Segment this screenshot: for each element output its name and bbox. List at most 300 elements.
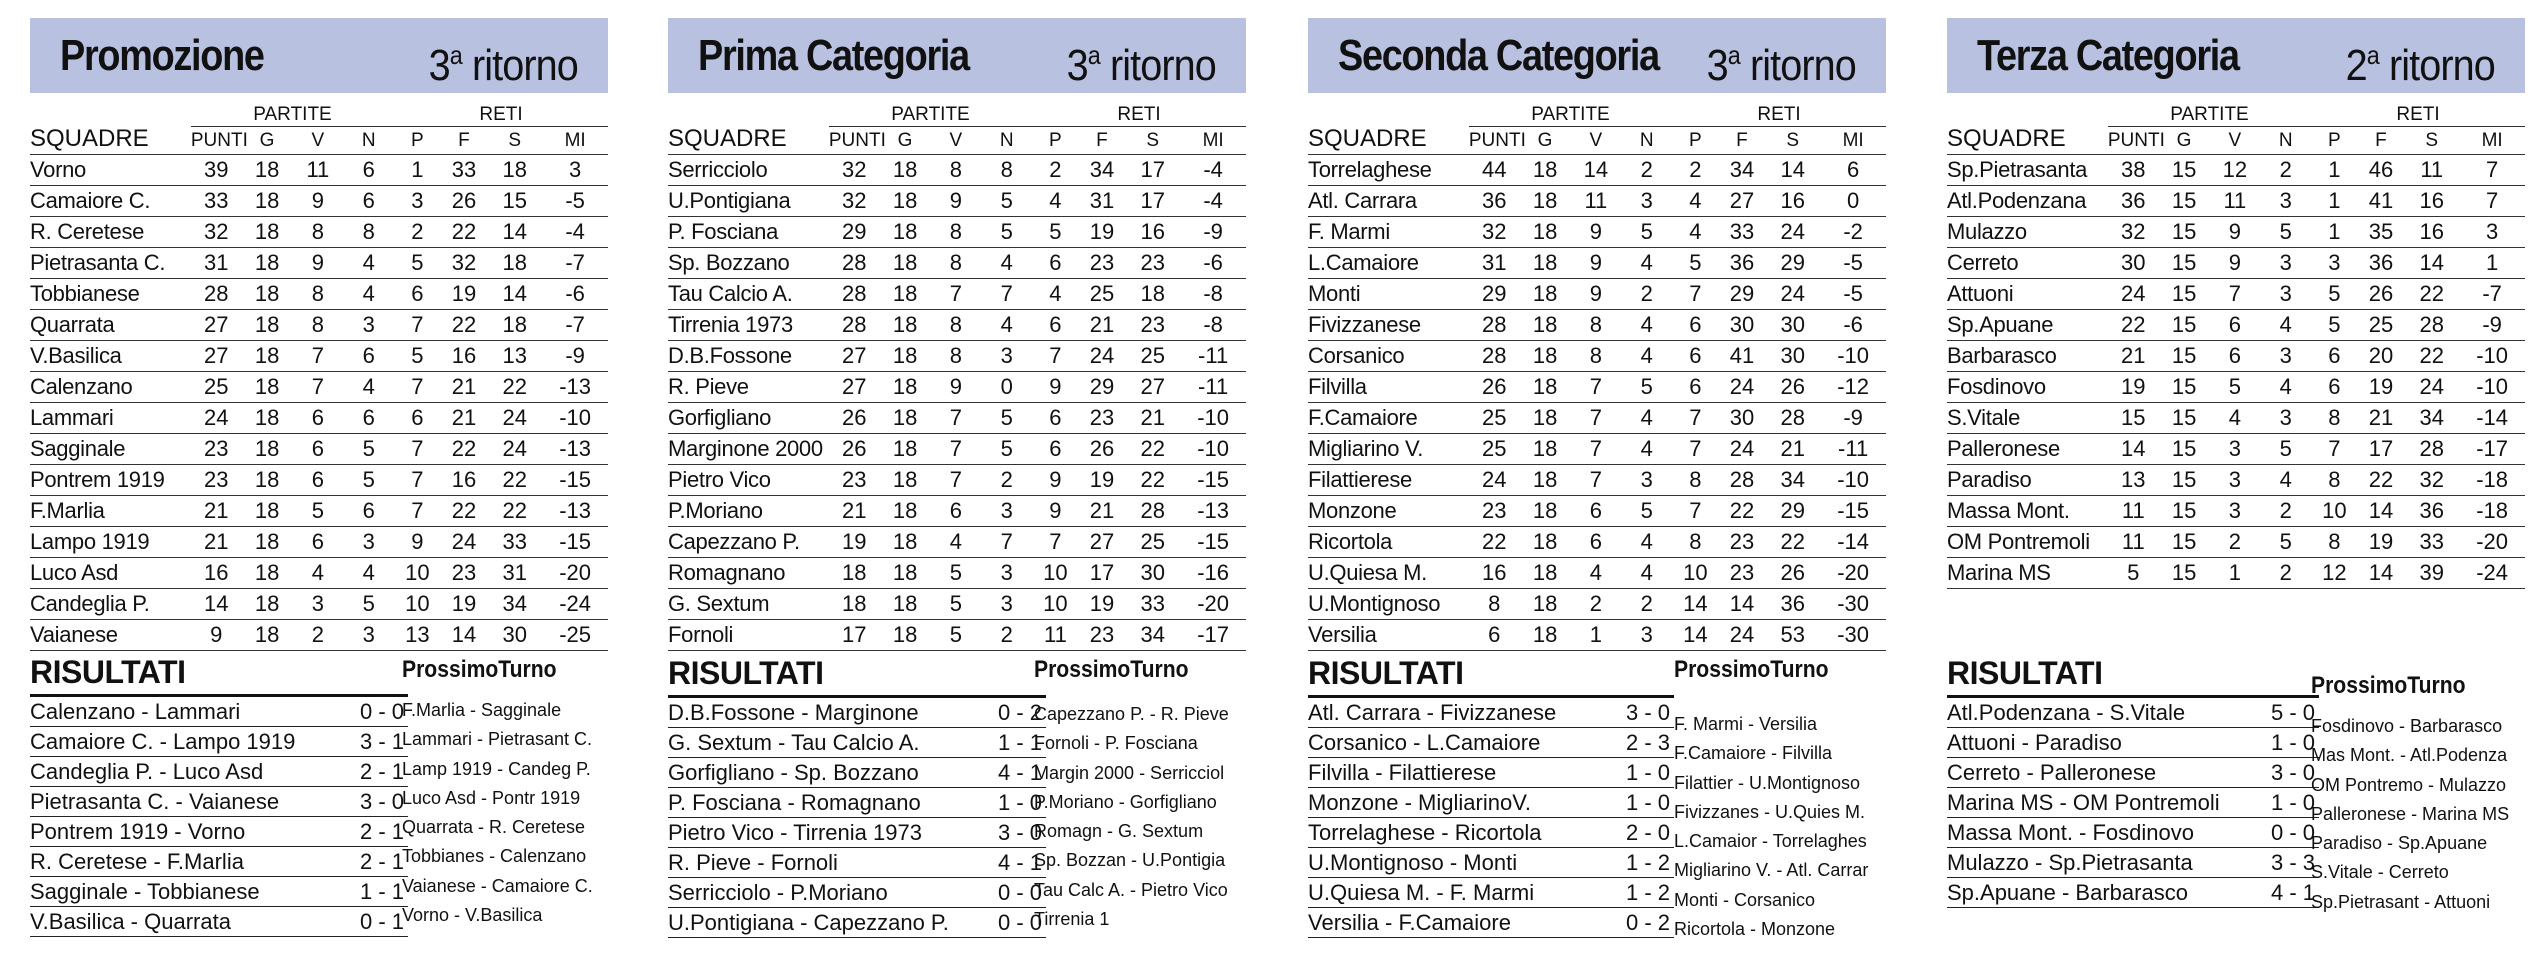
stat-g: 18 bbox=[242, 620, 293, 651]
stat-p: 6 bbox=[2311, 341, 2358, 372]
standings-row bbox=[1308, 527, 1886, 558]
col-header-v: V bbox=[292, 127, 343, 155]
stat-s: 30 bbox=[1765, 310, 1820, 341]
stat-mi: -12 bbox=[1820, 372, 1886, 403]
match-teams: Mulazzo - Sp.Pietrasanta bbox=[1947, 850, 2193, 875]
team-name: R. Ceretese bbox=[30, 217, 191, 248]
stat-mi: -6 bbox=[1820, 310, 1886, 341]
stat-v: 5 bbox=[930, 620, 981, 651]
match-teams: Versilia - F.Camaiore bbox=[1308, 910, 1511, 935]
stat-s: 16 bbox=[1765, 186, 1820, 217]
stat-f: 19 bbox=[1079, 217, 1126, 248]
stat-s: 13 bbox=[487, 341, 542, 372]
stat-v: 8 bbox=[292, 279, 343, 310]
stat-v: 4 bbox=[2209, 403, 2260, 434]
stat-p: 1 bbox=[2311, 155, 2358, 186]
stat-g: 18 bbox=[1520, 589, 1571, 620]
stat-p: 8 bbox=[2311, 465, 2358, 496]
stat-s: 26 bbox=[1765, 558, 1820, 589]
stat-f: 46 bbox=[2358, 155, 2405, 186]
stat-n: 3 bbox=[343, 527, 394, 558]
stat-f: 23 bbox=[1079, 620, 1126, 651]
league-title: Prima Categoria bbox=[698, 31, 969, 80]
team-name: Camaiore C. bbox=[30, 186, 191, 217]
stat-s: 25 bbox=[1125, 527, 1180, 558]
col-header-p: P bbox=[2311, 127, 2358, 155]
stat-v: 9 bbox=[292, 186, 343, 217]
match-teams: Pietrasanta C. - Vaianese bbox=[30, 789, 280, 814]
round-label bbox=[1067, 18, 1216, 103]
stat-mi: -7 bbox=[542, 310, 608, 341]
col-header-v: V bbox=[930, 127, 981, 155]
stat-s: 18 bbox=[1125, 279, 1180, 310]
standings-row bbox=[30, 372, 608, 403]
stat-punti: 28 bbox=[829, 248, 880, 279]
stat-s: 24 bbox=[1765, 217, 1820, 248]
stat-mi: -5 bbox=[1820, 279, 1886, 310]
stat-f: 22 bbox=[441, 434, 488, 465]
stat-mi: 3 bbox=[2459, 217, 2525, 248]
result-row bbox=[1308, 728, 1674, 758]
stat-punti: 25 bbox=[1469, 403, 1520, 434]
result-row bbox=[1308, 758, 1674, 788]
stat-s: 14 bbox=[1765, 155, 1820, 186]
stat-punti: 26 bbox=[1469, 372, 1520, 403]
match-teams: Pietro Vico - Tirrenia 1973 bbox=[668, 820, 922, 845]
league-title: Promozione bbox=[60, 31, 264, 80]
stat-v: 7 bbox=[292, 372, 343, 403]
stat-s: 11 bbox=[2404, 155, 2459, 186]
stat-f: 24 bbox=[1079, 341, 1126, 372]
next-match: Sp.Pietrasant - Attuoni bbox=[2311, 891, 2491, 912]
stat-v: 8 bbox=[1570, 310, 1621, 341]
stat-v: 7 bbox=[1570, 372, 1621, 403]
team-name: Ricortola bbox=[1308, 527, 1469, 558]
next-match: Tobbianes - Calenzano bbox=[402, 846, 587, 867]
stat-f: 26 bbox=[441, 186, 488, 217]
team-name: Cerreto bbox=[1947, 248, 2108, 279]
standings-row bbox=[1947, 434, 2525, 465]
stat-f: 21 bbox=[1079, 496, 1126, 527]
stat-n: 3 bbox=[1621, 465, 1672, 496]
next-round-list bbox=[1034, 700, 1229, 934]
col-header-squadre: SQUADRE bbox=[1308, 104, 1469, 155]
results-section bbox=[668, 651, 1046, 938]
team-name: Corsanico bbox=[1308, 341, 1469, 372]
stat-g: 18 bbox=[242, 496, 293, 527]
league-header bbox=[668, 18, 1246, 93]
stat-mi: -14 bbox=[1820, 527, 1886, 558]
league-title: Terza Categoria bbox=[1977, 31, 2239, 80]
stat-mi: -5 bbox=[1820, 248, 1886, 279]
stat-f: 16 bbox=[441, 465, 488, 496]
stat-mi: -25 bbox=[542, 620, 608, 651]
stat-f: 14 bbox=[441, 620, 488, 651]
stat-mi: 7 bbox=[2459, 186, 2525, 217]
stat-s: 21 bbox=[1765, 434, 1820, 465]
stat-punti: 32 bbox=[191, 217, 242, 248]
stat-g: 18 bbox=[1520, 527, 1571, 558]
stat-n: 4 bbox=[2260, 372, 2311, 403]
team-name: Filattierese bbox=[1308, 465, 1469, 496]
standings-row bbox=[668, 558, 1246, 589]
match-score: 0 - 2 bbox=[1625, 910, 1670, 935]
stat-punti: 36 bbox=[2108, 186, 2159, 217]
stat-punti: 27 bbox=[191, 310, 242, 341]
stat-punti: 26 bbox=[829, 403, 880, 434]
match-teams: Pontrem 1919 - Vorno bbox=[30, 819, 246, 844]
stat-n: 3 bbox=[2260, 403, 2311, 434]
stat-g: 18 bbox=[1520, 186, 1571, 217]
stat-f: 17 bbox=[2358, 434, 2405, 465]
team-name: Serricciolo bbox=[668, 155, 829, 186]
stat-mi: -10 bbox=[1820, 465, 1886, 496]
stat-v: 7 bbox=[2209, 279, 2260, 310]
result-row bbox=[30, 787, 408, 817]
stat-punti: 23 bbox=[191, 434, 242, 465]
stat-g: 15 bbox=[2159, 341, 2210, 372]
stat-f: 22 bbox=[2358, 465, 2405, 496]
stat-p: 4 bbox=[1672, 186, 1719, 217]
standings-row bbox=[1308, 620, 1886, 651]
results-section bbox=[30, 650, 408, 937]
standings-row bbox=[1947, 279, 2525, 310]
stat-punti: 13 bbox=[2108, 465, 2159, 496]
stat-p: 8 bbox=[2311, 527, 2358, 558]
stat-v: 5 bbox=[930, 589, 981, 620]
standings-row bbox=[1308, 217, 1886, 248]
round-word: ritorno bbox=[472, 41, 578, 90]
team-name: F. Marmi bbox=[1308, 217, 1469, 248]
stat-s: 16 bbox=[1125, 217, 1180, 248]
standings-row bbox=[30, 496, 608, 527]
standings-row bbox=[30, 310, 608, 341]
result-row bbox=[1308, 878, 1674, 908]
results-section bbox=[1308, 651, 1674, 938]
stat-f: 33 bbox=[1719, 217, 1766, 248]
next-match: Paradiso - Sp.Apuane bbox=[2311, 833, 2488, 854]
match-teams: Atl. Carrara - Fivizzanese bbox=[1308, 700, 1557, 725]
stat-s: 28 bbox=[2404, 310, 2459, 341]
stat-g: 15 bbox=[2159, 372, 2210, 403]
stat-n: 4 bbox=[2260, 465, 2311, 496]
stat-p: 10 bbox=[394, 558, 441, 589]
stat-punti: 11 bbox=[2108, 496, 2159, 527]
result-row bbox=[30, 847, 408, 877]
standings-row bbox=[668, 620, 1246, 651]
stat-p: 6 bbox=[2311, 372, 2358, 403]
col-header-mi: MI bbox=[542, 127, 608, 155]
stat-g: 18 bbox=[1520, 155, 1571, 186]
stat-mi: -24 bbox=[2459, 558, 2525, 589]
stat-s: 14 bbox=[2404, 248, 2459, 279]
next-match: OM Pontremo - Mulazzo bbox=[2311, 774, 2507, 795]
stat-punti: 24 bbox=[2108, 279, 2159, 310]
col-group-reti: RETI bbox=[394, 104, 608, 127]
stat-v: 7 bbox=[1570, 434, 1621, 465]
standings-row bbox=[668, 372, 1246, 403]
stat-f: 27 bbox=[1719, 186, 1766, 217]
result-row bbox=[668, 788, 1046, 818]
stat-n: 4 bbox=[1621, 558, 1672, 589]
stat-mi: 1 bbox=[2459, 248, 2525, 279]
stat-g: 15 bbox=[2159, 496, 2210, 527]
stat-punti: 27 bbox=[829, 372, 880, 403]
stat-v: 9 bbox=[1570, 279, 1621, 310]
stat-s: 18 bbox=[487, 310, 542, 341]
stat-g: 15 bbox=[2159, 403, 2210, 434]
standings-row bbox=[1947, 217, 2525, 248]
stat-punti: 28 bbox=[1469, 341, 1520, 372]
stat-v: 12 bbox=[2209, 155, 2260, 186]
stat-v: 9 bbox=[2209, 248, 2260, 279]
stat-p: 7 bbox=[394, 496, 441, 527]
stat-n: 3 bbox=[981, 341, 1032, 372]
team-name: Fivizzanese bbox=[1308, 310, 1469, 341]
team-name: R. Pieve bbox=[668, 372, 829, 403]
team-name: Capezzano P. bbox=[668, 527, 829, 558]
stat-s: 36 bbox=[2404, 496, 2459, 527]
stat-n: 5 bbox=[2260, 527, 2311, 558]
stat-s: 28 bbox=[1765, 403, 1820, 434]
next-match: F. Marmi - Versilia bbox=[1674, 714, 1818, 734]
match-teams: Filvilla - Filattierese bbox=[1308, 760, 1497, 785]
next-round-title: ProssimoTurno bbox=[1674, 656, 1829, 683]
standings-row bbox=[668, 434, 1246, 465]
stat-s: 22 bbox=[2404, 279, 2459, 310]
match-score: 4 - 1 bbox=[997, 760, 1042, 785]
col-header-p: P bbox=[1032, 127, 1079, 155]
stat-mi: -13 bbox=[542, 496, 608, 527]
stat-punti: 44 bbox=[1469, 155, 1520, 186]
stat-p: 8 bbox=[1672, 465, 1719, 496]
stat-v: 6 bbox=[292, 434, 343, 465]
stat-v: 1 bbox=[2209, 558, 2260, 589]
standings-row bbox=[1308, 279, 1886, 310]
col-header-mi: MI bbox=[1820, 127, 1886, 155]
team-name: Atl. Carrara bbox=[1308, 186, 1469, 217]
match-teams: Marina MS - OM Pontremoli bbox=[1947, 790, 2220, 815]
stat-mi: -10 bbox=[2459, 341, 2525, 372]
stat-punti: 21 bbox=[829, 496, 880, 527]
result-row bbox=[668, 728, 1046, 758]
stat-s: 30 bbox=[1125, 558, 1180, 589]
next-round-title: ProssimoTurno bbox=[1034, 656, 1189, 683]
stat-v: 8 bbox=[1570, 341, 1621, 372]
stat-g: 18 bbox=[880, 403, 931, 434]
next-round-list bbox=[2311, 712, 2509, 917]
stat-f: 22 bbox=[441, 496, 488, 527]
stat-g: 18 bbox=[880, 527, 931, 558]
stat-punti: 18 bbox=[829, 589, 880, 620]
stat-g: 18 bbox=[1520, 620, 1571, 651]
stat-f: 19 bbox=[441, 279, 488, 310]
stat-p: 9 bbox=[1032, 465, 1079, 496]
stat-f: 26 bbox=[2358, 279, 2405, 310]
stat-s: 30 bbox=[487, 620, 542, 651]
group-header-row bbox=[1947, 104, 2525, 127]
stat-mi: -17 bbox=[1180, 620, 1246, 651]
round-number: 2 bbox=[2345, 41, 2367, 90]
stat-g: 18 bbox=[880, 155, 931, 186]
stat-g: 18 bbox=[242, 434, 293, 465]
stat-s: 24 bbox=[487, 403, 542, 434]
stat-s: 18 bbox=[487, 155, 542, 186]
col-header-f: F bbox=[2358, 127, 2405, 155]
stat-f: 33 bbox=[441, 155, 488, 186]
stat-f: 21 bbox=[2358, 403, 2405, 434]
stat-p: 8 bbox=[1672, 527, 1719, 558]
standings-row bbox=[1947, 527, 2525, 558]
team-name: Monti bbox=[1308, 279, 1469, 310]
stat-f: 34 bbox=[1079, 155, 1126, 186]
next-match: Filattier - U.Montignoso bbox=[1674, 772, 1861, 793]
stat-p: 7 bbox=[1672, 434, 1719, 465]
stat-f: 28 bbox=[1719, 465, 1766, 496]
stat-f: 41 bbox=[1719, 341, 1766, 372]
match-teams: P. Fosciana - Romagnano bbox=[668, 790, 921, 815]
match-teams: U.Pontigiana - Capezzano P. bbox=[668, 910, 949, 935]
stat-punti: 32 bbox=[1469, 217, 1520, 248]
result-row bbox=[668, 818, 1046, 848]
result-row bbox=[1308, 908, 1674, 938]
stat-n: 4 bbox=[343, 372, 394, 403]
standings-row bbox=[1947, 465, 2525, 496]
stat-p: 2 bbox=[1672, 155, 1719, 186]
result-row bbox=[1947, 758, 2319, 788]
team-name: Atl.Podenzana bbox=[1947, 186, 2108, 217]
stat-p: 7 bbox=[394, 310, 441, 341]
standings-row bbox=[1308, 341, 1886, 372]
stat-n: 4 bbox=[981, 248, 1032, 279]
stat-mi: -14 bbox=[2459, 403, 2525, 434]
stat-punti: 38 bbox=[2108, 155, 2159, 186]
round-ordinal: a bbox=[2366, 40, 2379, 70]
stat-p: 1 bbox=[2311, 217, 2358, 248]
standings-row bbox=[30, 589, 608, 620]
team-name: Tobbianese bbox=[30, 279, 191, 310]
stat-n: 5 bbox=[1621, 372, 1672, 403]
stat-v: 11 bbox=[2209, 186, 2260, 217]
next-round-section bbox=[1034, 652, 1229, 934]
stat-v: 5 bbox=[2209, 372, 2260, 403]
stat-mi: -30 bbox=[1820, 589, 1886, 620]
team-name: Palleronese bbox=[1947, 434, 2108, 465]
stat-mi: -11 bbox=[1820, 434, 1886, 465]
round-number: 3 bbox=[428, 41, 450, 90]
next-round-section bbox=[2311, 668, 2509, 917]
standings-row bbox=[1308, 372, 1886, 403]
result-row bbox=[1308, 848, 1674, 878]
stat-g: 18 bbox=[880, 589, 931, 620]
stat-p: 2 bbox=[394, 217, 441, 248]
match-teams: Gorfigliano - Sp. Bozzano bbox=[668, 760, 919, 785]
stat-punti: 16 bbox=[1469, 558, 1520, 589]
league-panel bbox=[668, 18, 1246, 966]
stat-punti: 26 bbox=[829, 434, 880, 465]
stat-g: 18 bbox=[242, 155, 293, 186]
stat-s: 33 bbox=[2404, 527, 2459, 558]
match-score: 1 - 0 bbox=[997, 790, 1042, 815]
team-name: Versilia bbox=[1308, 620, 1469, 651]
stat-g: 18 bbox=[242, 310, 293, 341]
stat-s: 26 bbox=[1765, 372, 1820, 403]
standings-row bbox=[30, 403, 608, 434]
standings-row bbox=[668, 496, 1246, 527]
stat-s: 22 bbox=[487, 496, 542, 527]
team-name: Sp.Apuane bbox=[1947, 310, 2108, 341]
stat-g: 18 bbox=[880, 465, 931, 496]
stat-s: 29 bbox=[1765, 248, 1820, 279]
match-score: 1 - 0 bbox=[2270, 730, 2315, 755]
stat-mi: -10 bbox=[1820, 341, 1886, 372]
stat-s: 22 bbox=[487, 372, 542, 403]
stat-n: 3 bbox=[1621, 620, 1672, 651]
team-name: Lampo 1919 bbox=[30, 527, 191, 558]
match-teams: G. Sextum - Tau Calcio A. bbox=[668, 730, 920, 755]
stat-g: 18 bbox=[1520, 341, 1571, 372]
stat-g: 15 bbox=[2159, 217, 2210, 248]
match-score: 1 - 0 bbox=[1625, 760, 1670, 785]
stat-n: 0 bbox=[981, 372, 1032, 403]
stat-p: 4 bbox=[1032, 279, 1079, 310]
stat-mi: 7 bbox=[2459, 155, 2525, 186]
standings-row bbox=[668, 465, 1246, 496]
stat-punti: 23 bbox=[1469, 496, 1520, 527]
stat-punti: 31 bbox=[1469, 248, 1520, 279]
stat-n: 4 bbox=[343, 558, 394, 589]
stat-mi: -7 bbox=[2459, 279, 2525, 310]
stat-mi: -10 bbox=[2459, 372, 2525, 403]
col-header-n: N bbox=[1621, 127, 1672, 155]
stat-n: 3 bbox=[343, 310, 394, 341]
stat-punti: 27 bbox=[829, 341, 880, 372]
team-name: V.Basilica bbox=[30, 341, 191, 372]
team-name: Candeglia P. bbox=[30, 589, 191, 620]
stat-s: 28 bbox=[2404, 434, 2459, 465]
stat-g: 18 bbox=[880, 434, 931, 465]
col-header-squadre: SQUADRE bbox=[1947, 104, 2108, 155]
col-group-partite: PARTITE bbox=[2108, 104, 2311, 127]
stat-g: 18 bbox=[242, 341, 293, 372]
stat-f: 23 bbox=[441, 558, 488, 589]
stat-p: 14 bbox=[1672, 620, 1719, 651]
stat-s: 33 bbox=[1125, 589, 1180, 620]
stat-v: 8 bbox=[930, 155, 981, 186]
stat-v: 1 bbox=[1570, 620, 1621, 651]
stat-g: 15 bbox=[2159, 527, 2210, 558]
stat-n: 5 bbox=[981, 217, 1032, 248]
stat-s: 28 bbox=[1125, 496, 1180, 527]
col-header-g: G bbox=[242, 127, 293, 155]
match-score: 1 - 0 bbox=[2270, 790, 2315, 815]
standings-row bbox=[668, 403, 1246, 434]
stat-mi: -10 bbox=[1180, 403, 1246, 434]
match-score: 2 - 1 bbox=[359, 849, 404, 874]
next-round-section bbox=[1674, 652, 1868, 944]
match-score: 3 - 0 bbox=[2270, 760, 2315, 785]
standings-row bbox=[1308, 496, 1886, 527]
stat-v: 11 bbox=[1570, 186, 1621, 217]
next-match: Sp. Bozzan - U.Pontigia bbox=[1034, 850, 1226, 871]
match-teams: Calenzano - Lammari bbox=[30, 699, 241, 724]
next-match: Tirrenia 1 bbox=[1034, 909, 1110, 930]
stat-g: 18 bbox=[880, 558, 931, 589]
stat-p: 6 bbox=[1672, 310, 1719, 341]
next-match: Margin 2000 - Serricciol bbox=[1034, 762, 1225, 783]
next-match: Fornoli - P. Fosciana bbox=[1034, 733, 1198, 754]
stat-mi: -13 bbox=[1180, 496, 1246, 527]
